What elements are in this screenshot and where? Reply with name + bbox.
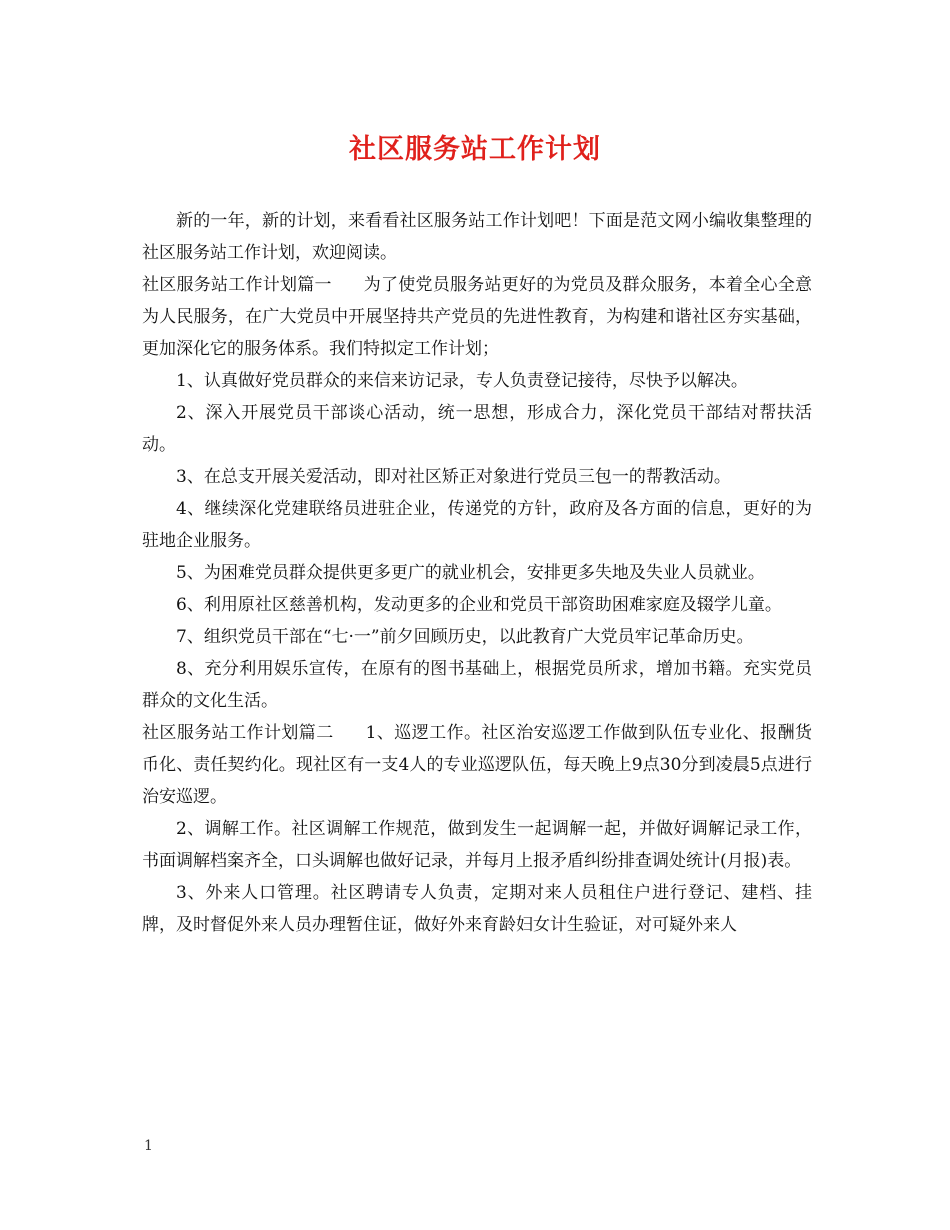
section-1-item-2: 2、深入开展党员干部谈心活动，统一思想，形成合力，深化党员干部结对帮扶活动。 <box>142 403 812 455</box>
section-2-paragraph <box>142 717 812 813</box>
page-number: 1 <box>144 1138 153 1154</box>
section-1-paragraph <box>142 269 812 365</box>
page-title: 社区服务站工作计划 <box>349 134 601 165</box>
intro-paragraph: 新的一年，新的计划，来看看社区服务站工作计划吧！下面是范文网小编收集整理的社区服务站工作计划，欢迎阅读。 <box>142 211 812 263</box>
section-1-item-5: 5、为困难党员群众提供更多更广的就业机会，安排更多失地及失业人员就业。 <box>176 563 765 583</box>
document-body <box>142 205 812 941</box>
section-2-item-3: 3、外来人口管理。社区聘请专人负责，定期对来人员租住户进行登记、建档、挂牌，及时督促外来人员办理暂住证，做好外来育龄妇女计生验证，对可疑外来人 <box>142 883 812 935</box>
section-1-item-3: 3、在总支开展关爱活动，即对社区矫正对象进行党员三包一的帮教活动。 <box>176 467 731 487</box>
section-1-item-7: 7、组织党员干部在“七·一”前夕回顾历史，以此教育广大党员牢记革命历史。 <box>176 627 754 647</box>
section-2-item-2: 2、调解工作。社区调解工作规范，做到发生一起调解一起，并做好调解记录工作，书面调解档案齐全，口头调解也做好记录，并每月上报矛盾纠纷排查调处统计(月报)表。 <box>142 819 812 871</box>
section-1-label: 社区服务站工作计划篇一 <box>142 275 332 295</box>
section-2-label: 社区服务站工作计划篇二 <box>142 723 334 743</box>
section-2-lead: 1、巡逻工作。社区治安巡逻工作做到队伍专业化、报酬货币化、责任契约化。现社区有一支4人的专业巡逻队伍，每天晚上9点30分到凌晨5点进行治安巡逻。 <box>142 723 812 807</box>
section-1-lead: 为了使党员服务站更好的为党员及群众服务，本着全心全意为人民服务，在广大党员中开展坚持共产党员的先进性教育，为构建和谐社区夯实基础，更加深化它的服务体系。我们特拟定工作计划； <box>142 275 812 359</box>
section-1-item-6: 6、利用原社区慈善机构，发动更多的企业和党员干部资助困难家庭及辍学儿童。 <box>176 595 782 615</box>
section-1-item-4: 4、继续深化党建联络员进驻企业，传递党的方针，政府及各方面的信息，更好的为驻地企业服务。 <box>142 499 812 551</box>
section-1-item-1: 1、认真做好党员群众的来信来访记录，专人负责登记接待，尽快予以解决。 <box>176 371 748 391</box>
section-1-item-8: 8、充分利用娱乐宣传，在原有的图书基础上，根据党员所求，增加书籍。充实党员群众的文化生活。 <box>142 659 812 711</box>
